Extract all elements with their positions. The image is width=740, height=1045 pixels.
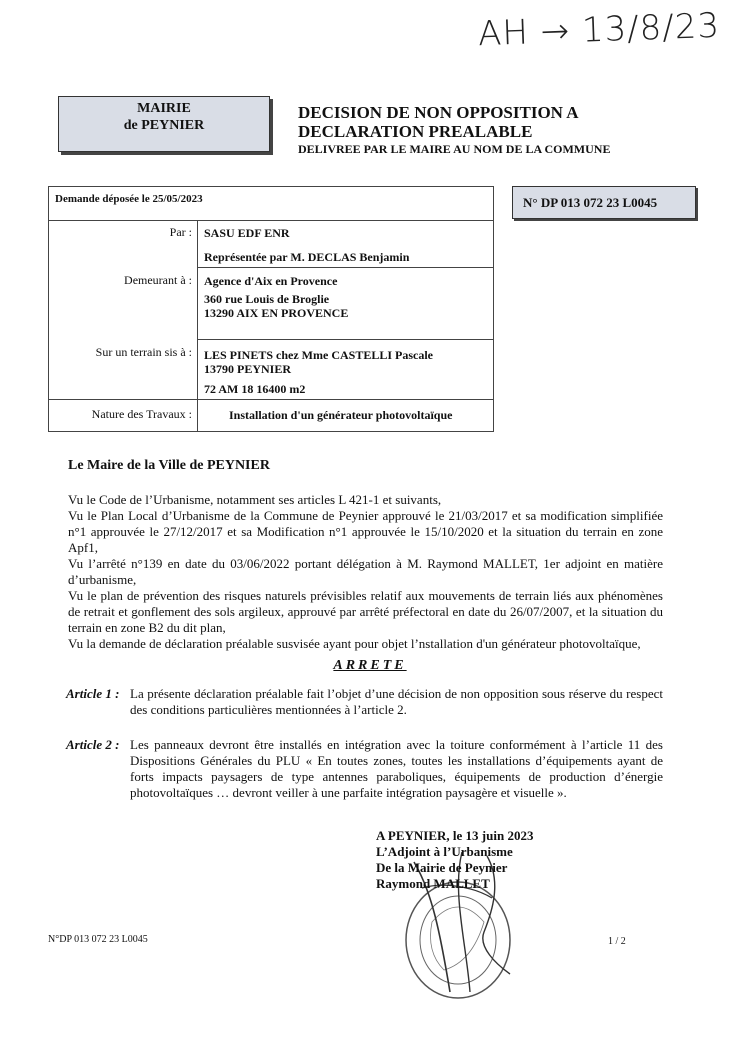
mayor-heading: Le Maire de la Ville de PEYNIER: [68, 458, 270, 473]
nature-label: Nature des Travaux :: [91, 407, 192, 421]
mairie-line1: MAIRIE: [137, 101, 191, 116]
article-2-label: Article 2 :: [66, 737, 120, 752]
article-1-text: La présente déclaration préalable fait l’objet d’une décision de non opposition sous réserve du respect des conditions particulières mentionnées à l’article 2.: [130, 686, 663, 717]
title-subtitle: DELIVREE PAR LE MAIRE AU NOM DE LA COMMUNE: [298, 142, 611, 156]
considerant-item: Vu le Plan Local d’Urbanisme de la Commune de Peynier approuvé le 21/03/2017 et sa modification simplifiée n°1 approuvée le 27/12/2017 et sa Modification n°1 approuvée le 15/10/2020 et la situation du terrain en zone Apf1,: [68, 508, 663, 555]
title-line2: DECLARATION PREALABLE: [298, 122, 533, 141]
signature-institution: De la Mairie de Peynier: [376, 860, 508, 875]
terrain-line2: 13790 PEYNIER: [204, 362, 292, 376]
table-divider: [49, 220, 493, 221]
document-title: [298, 103, 610, 157]
handwritten-annotation: AH → 13/8/23: [477, 5, 721, 55]
terrain-label: Sur un terrain sis à :: [95, 345, 192, 359]
article-1-label: Article 1 :: [66, 686, 120, 701]
footer-reference: N°DP 013 072 23 L0045: [48, 934, 148, 945]
considerant-item: Vu le plan de prévention des risques naturels prévisibles relatif aux mouvements de terrain liés aux phénomènes de retrait et gonflement des sols argileux, approuvé par arrêté préfectoral en date du 26/07/2007, et la situation du terrain en zone B2 du dit plan,: [68, 588, 663, 635]
footer-page-number: 1 / 2: [608, 936, 626, 947]
demeurant-label: Demeurant à :: [124, 273, 192, 287]
considerants: [68, 492, 663, 652]
signature-place-date: A PEYNIER, le 13 juin 2023: [376, 828, 534, 843]
demande-date: Demande déposée le 25/05/2023: [55, 193, 203, 205]
demeurant-line3: 13290 AIX EN PROVENCE: [204, 306, 349, 320]
title-line1: DECISION DE NON OPPOSITION A: [298, 103, 579, 122]
terrain-line3: 72 AM 18 16400 m2: [204, 382, 306, 396]
request-details-table: [48, 186, 494, 432]
article-1: [66, 686, 663, 718]
signature-block: [376, 828, 533, 892]
signature-role: L’Adjoint à l’Urbanisme: [376, 844, 513, 859]
demeurant-line1: Agence d'Aix en Provence: [204, 274, 338, 288]
nature-value: Installation d'un générateur photovoltaïque: [229, 408, 453, 422]
considerant-item: Vu le Code de l’Urbanisme, notamment ses articles L 421-1 et suivants,: [68, 492, 442, 507]
par-line2: Représentée par M. DECLAS Benjamin: [204, 250, 410, 264]
par-line1: SASU EDF ENR: [204, 226, 290, 240]
row-divider: [197, 339, 493, 340]
mairie-header-box: [58, 96, 270, 152]
row-divider: [49, 399, 493, 400]
signature-name: Raymond MALLET: [376, 876, 490, 891]
mairie-line2: de PEYNIER: [123, 118, 205, 133]
terrain-line1: LES PINETS chez Mme CASTELLI Pascale: [204, 348, 434, 362]
article-2-text: Les panneaux devront être installés en intégration avec la toiture conformément à l’article 11 des Dispositions Générales du PLU « En toutes zones, toutes les installations d’équipements ayant de forts impacts paysagers de type antennes paraboliques, équipements de production d’énergie photovoltaïques … devront veiller à une parfaite intégration paysagère et visuelle ».: [130, 737, 663, 800]
demeurant-line2: 360 rue Louis de Broglie: [204, 292, 330, 306]
considerant-item: Vu la demande de déclaration préalable susvisée ayant pour objet l’nstallation d'un générateur photovoltaïque,: [68, 636, 641, 651]
considerant-item: Vu l’arrêté n°139 en date du 03/06/2022 portant délégation à M. Raymond MALLET, 1er adjoint en matière d’urbanisme,: [68, 556, 663, 587]
par-label: Par :: [169, 225, 192, 239]
arrete-heading: ARRETE: [333, 658, 407, 673]
row-divider: [197, 267, 493, 268]
article-2: [66, 737, 663, 801]
dossier-number-box: N° DP 013 072 23 L0045: [512, 186, 696, 219]
